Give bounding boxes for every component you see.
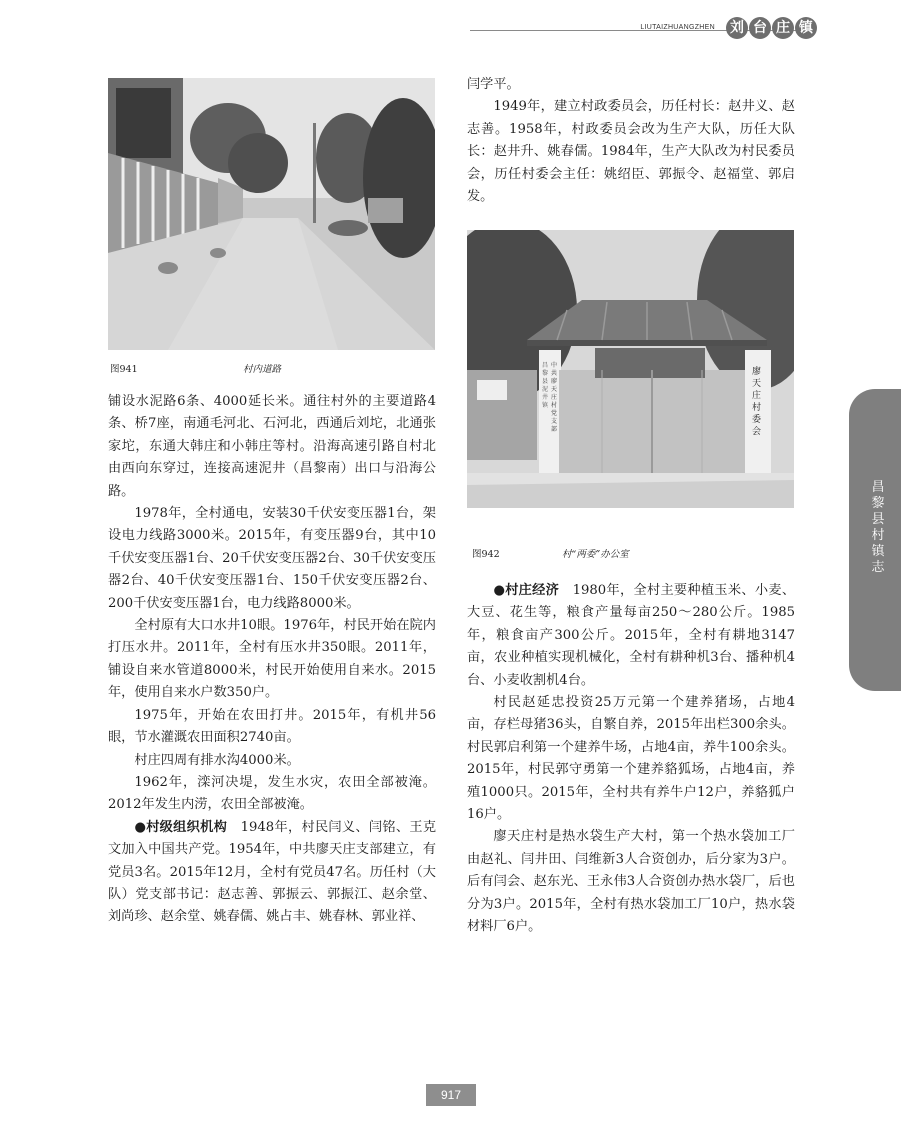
photo-village-road [108,78,435,350]
header-char: 台 [749,17,771,39]
header-char: 庄 [772,17,794,39]
figure-caption: 村“两委”办公室 [562,549,629,560]
photo-village-office [467,230,794,508]
right-column-top [467,74,795,208]
paragraph: 全村原有大口水井10眼。1976年，村民开始在院内打压水井。2011年，全村有压水井350眼。2011年，铺设自来水管道8000米，村民开始使用自来水。2015年，使用自来水户数350户。 [108,618,436,701]
header-char: 刘 [726,17,748,39]
paragraph: 1978年，全村通电，安装30千伏安变压器1台，架设电力线路3000米。2015年，有变压器9台，其中10千伏安变压器1台、20千伏安变压器2台、30千伏安变压器2台、40千伏安变压器1台、150千伏安变压器2台、200千伏安变压器1台，电力线路8000米。 [108,506,436,611]
header-title [726,17,817,39]
paragraph: 铺设水泥路6条、4000延长米。通往村外的主要道路4条、桥7座，南通毛河北、石河北，西通后刘坨，北通张家坨，东通大韩庄和小韩庄等村。沿海高速引路自村北由西向东穿过，连接高速泥井（昌黎南）出口与沿海公路。 [108,394,436,499]
header-pinyin: LIUTAIZHUANGZHEN [640,24,715,31]
paragraph: 1949年，建立村政委员会，历任村长：赵井义、赵志善。1958年，村政委员会改为生产大队，历任大队长：赵井升、姚春儒。1984年，生产大队改为村民委员会，历任村委会主任：姚绍臣、郭振令、赵福堂、郭启发。 [467,99,795,205]
sign-vertical-left: 昌黎县泥井镇 [542,362,549,409]
paragraph: 村庄四周有排水沟4000米。 [134,752,300,768]
paragraph: 闫学平。 [467,77,520,92]
figure-number: 图941 [110,364,138,375]
section-heading: ●村庄经济 [493,583,560,598]
figure-caption: 村内道路 [243,364,282,375]
paragraph-text: 1980年，全村主要种植玉米、小麦、大豆、花生等，粮食产量每亩250～280公斤。1985年，粮食亩产300公斤。2015年，全村有耕地3147亩，农业种植实现机械化，全村有耕种机3台、播种机4台、小麦收割机4台。 [467,583,796,688]
paragraph: 村民赵延忠投资25万元第一个建养猪场，占地4亩，存栏母猪36头，自繁自养，2015年出栏300余头。村民郭启利第一个建养牛场，占地4亩，养牛100余头。2015年，村民郭守勇第一个建养貉狐场，占地4亩，养殖1000只。2015年，全村共有养牛户12户，养貉狐户16户。 [467,695,795,823]
sign-village-committee: 廖天庄村委会 [752,367,762,437]
paragraph-org [108,817,436,929]
paragraph: 1975年，开始在农田打井。2015年，有机井56眼，节水灌溉农田面积2740亩。 [108,707,436,746]
paragraph-text: 1948年，村民闫义、闫铭、王克文加入中国共产党。1954年，中共廖天庄支部建立，有党员3名。2015年12月，全村有党员47名。历任村（大队）党支部书记：赵志善、郭振云、郭振江、赵余堂、刘尚珍、赵余堂、姚春儒、姚占丰、姚春林、郭业祥、 [108,819,437,925]
paragraph: 1962年，滦河决堤，发生水灾，农田全部被淹。2012年发生内涝，农田全部被淹。 [108,774,436,813]
side-tab-label: 昌黎县村镇志 [871,480,885,575]
left-column [108,391,436,929]
section-heading: ●村级组织机构 [134,819,228,835]
header-char: 镇 [795,17,817,39]
paragraph: 廖天庄村是热水袋生产大村，第一个热水袋加工厂由赵礼、闫井田、闫维新3人合资创办，后分家为3户。后有闫会、赵东光、王永伟3人合资创办热水袋厂，后也分为3户。2015年，全村有热水袋加工厂10户，热水袋材料厂6户。 [467,829,795,935]
paragraph-economy [467,580,795,692]
figure-number: 图942 [472,549,500,560]
right-column-bottom [467,580,795,939]
page-number: 917 [426,1084,476,1106]
sign-party-branch: 中共廖天庄村党支部 [551,362,558,433]
